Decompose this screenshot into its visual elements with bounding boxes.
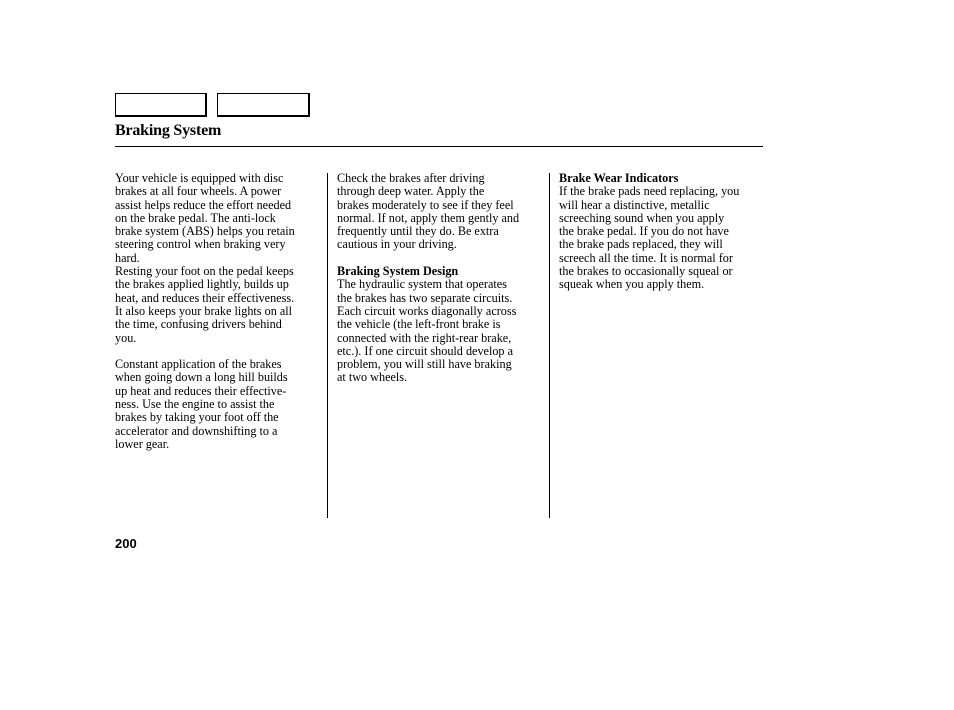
page-title: Braking System — [115, 122, 222, 139]
paragraph-disc-brakes: Your vehicle is equipped with disc brakes at all four wheels. A power assist helps reduce the effort needed on the brake pedal. The anti-lock brake system (ABS) helps you retain steering control when braking very hard. — [115, 171, 295, 265]
paragraph-deep-water: Check the brakes after driving through deep water. Apply the brakes moderately to see if they feel normal. If not, apply them gently and frequently until they do. Be extra cautious in your driving. — [337, 171, 520, 252]
nav-next-button[interactable] — [217, 93, 310, 117]
column-divider — [327, 173, 328, 518]
heading-brake-wear-indicators: Brake Wear Indicators — [559, 171, 679, 185]
paragraph-resting-foot: Resting your foot on the pedal keeps the brakes applied lightly, builds up heat, and reduces their effectiveness. It also keeps your brake lights on all the time, confusing drivers behind you. — [115, 264, 295, 345]
column-divider — [549, 173, 550, 518]
title-divider — [115, 146, 763, 147]
text-column-2 — [337, 172, 547, 385]
nav-previous-button[interactable] — [115, 93, 207, 117]
page-number: 200 — [115, 536, 137, 551]
paragraph-hydraulic-system: The hydraulic system that operates the brakes has two separate circuits. Each circuit works diagonally across the vehicle (the left-front brake is connected with the right-rear brake, etc.). If one circuit should develop a problem, you will still have braking at two wheels. — [337, 277, 517, 385]
text-column-1 — [115, 172, 325, 451]
heading-braking-system-design: Braking System Design — [337, 264, 459, 279]
text-column-3 — [559, 172, 769, 292]
paragraph-brake-pads: If the brake pads need replacing, you will hear a distinctive, metallic screeching sound when you apply the brake pedal. If you do not have the brake pads replaced, they will screech all the time. It is normal for the brakes to occasionally squeal or squeak when you apply them. — [559, 184, 740, 292]
paragraph-constant-application: Constant application of the brakes when going down a long hill builds up heat and reduces their effective- ness. Use the engine to assist the brakes by taking your foot off the accelerator and downshifting to a lower gear. — [115, 357, 288, 451]
